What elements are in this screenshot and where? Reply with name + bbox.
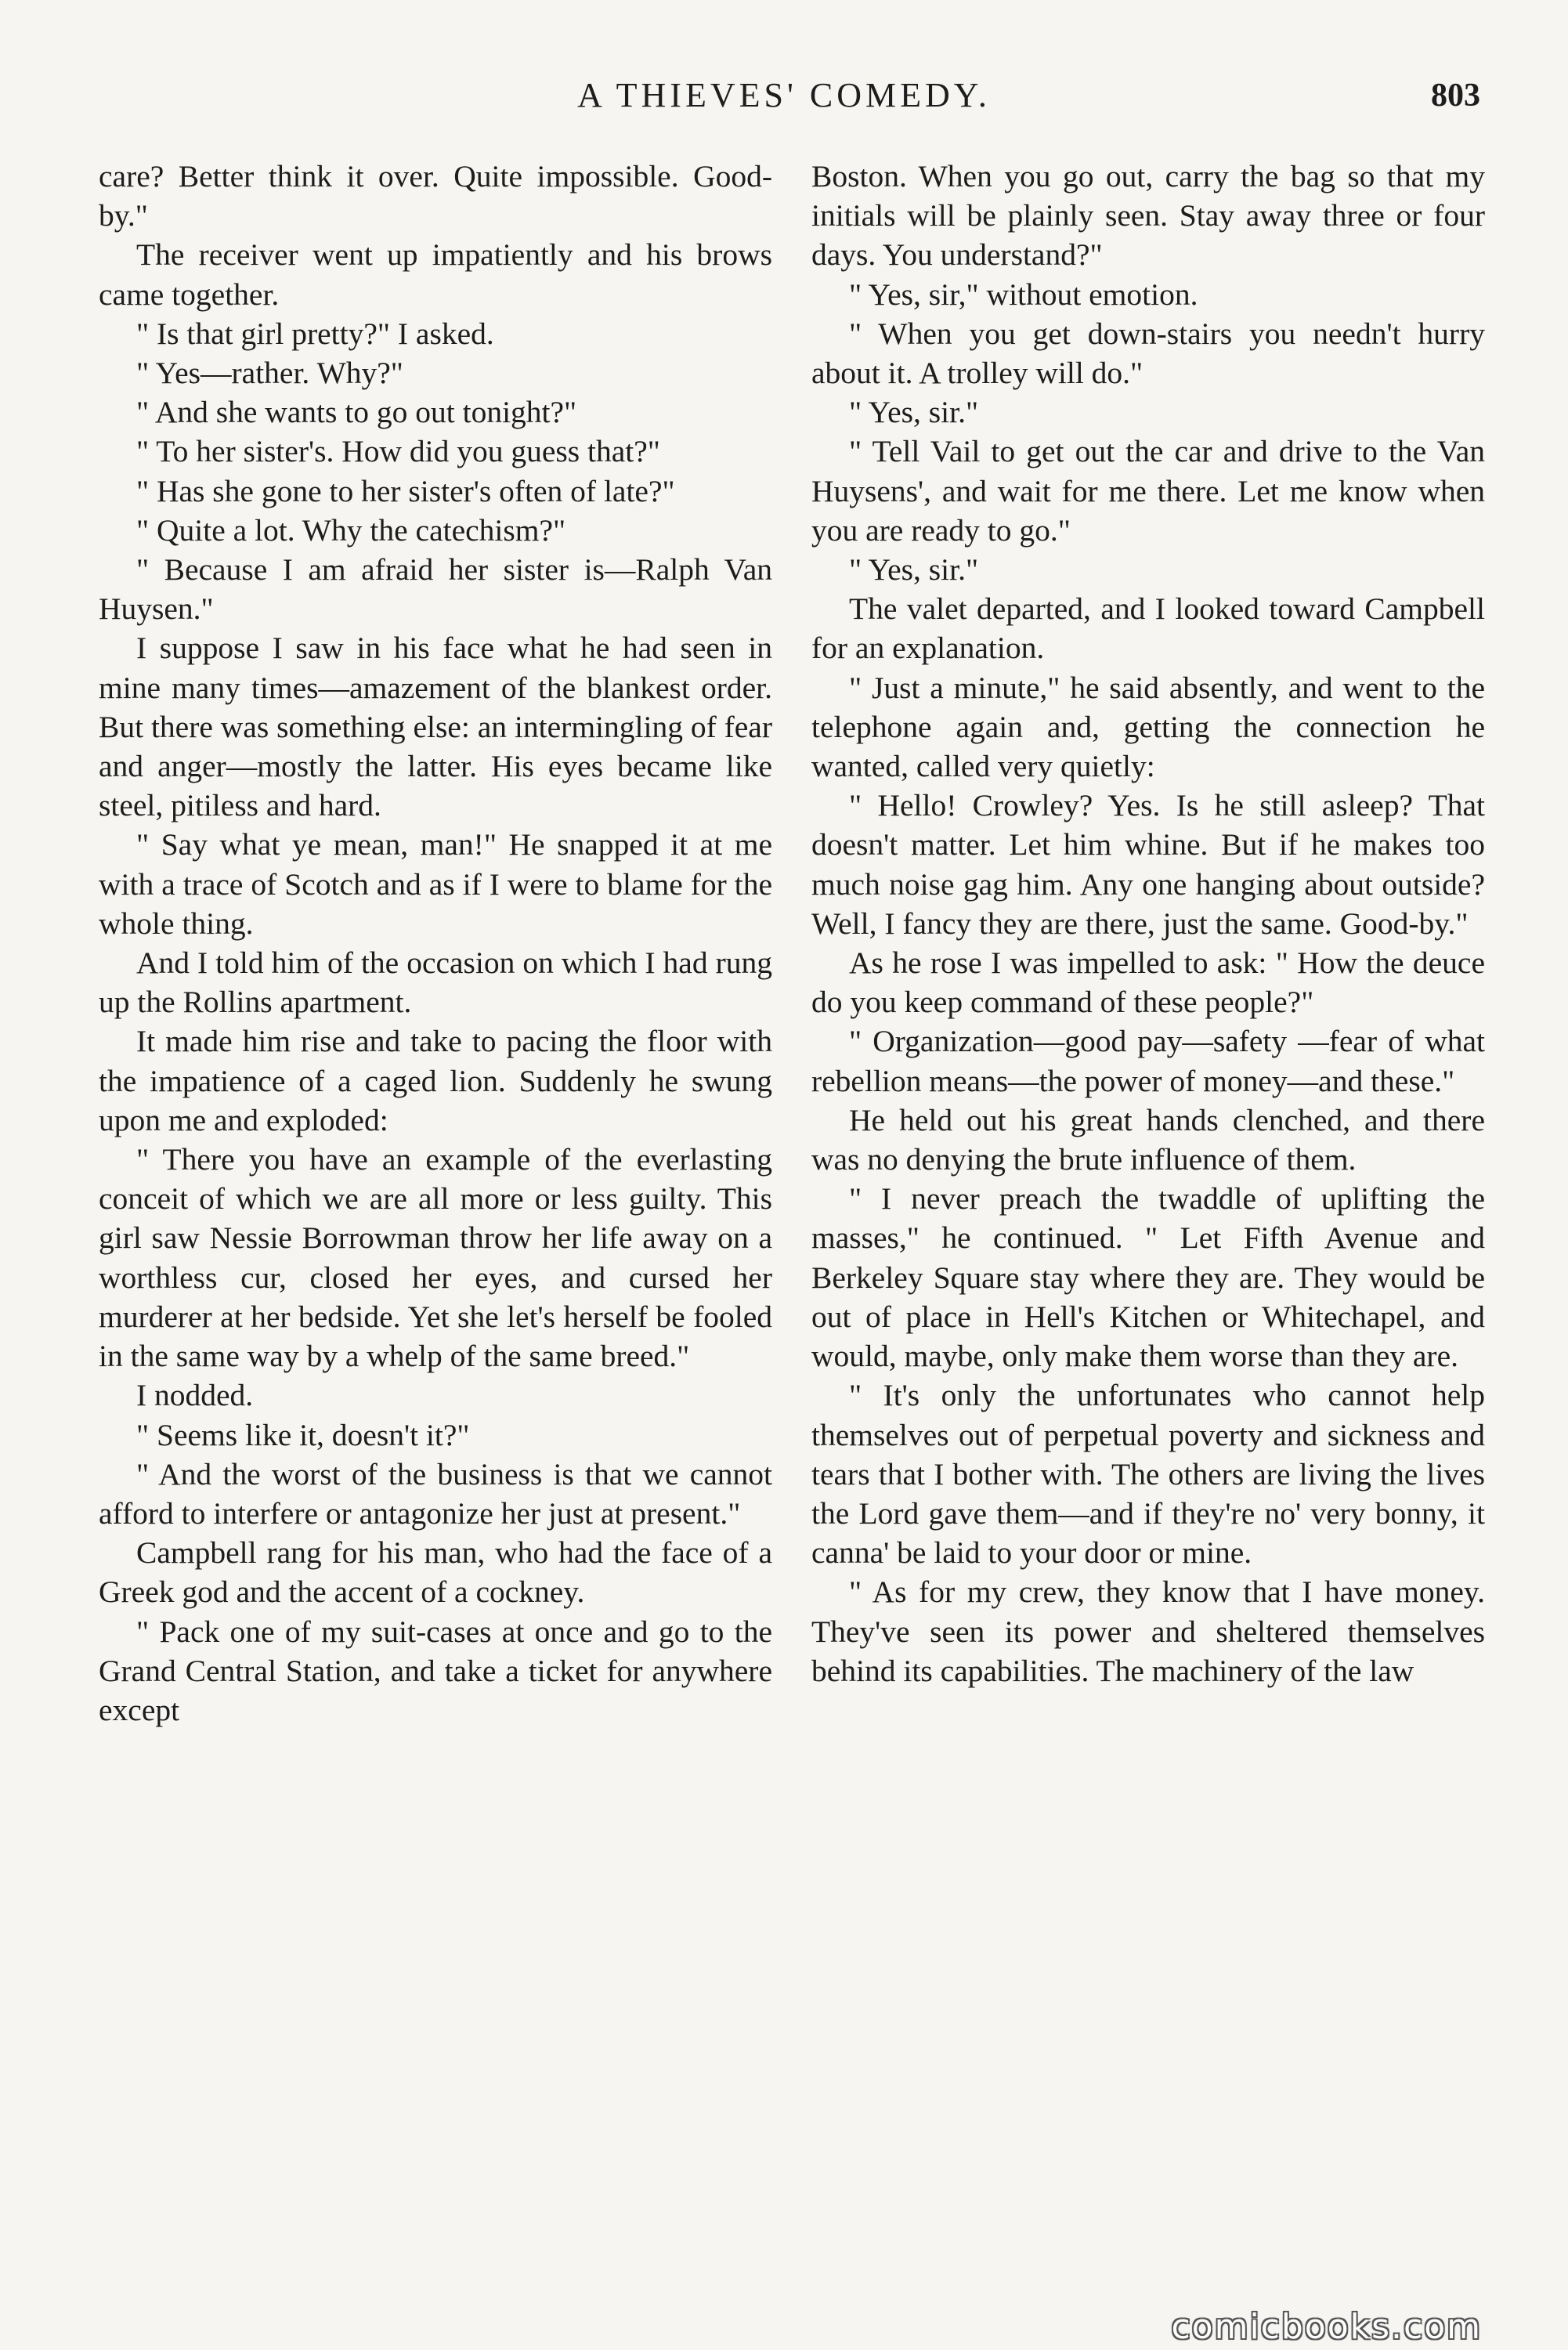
paragraph: " Is that girl pretty?" I asked. xyxy=(136,316,494,351)
paragraph: " Just a minute," he said absently, and went to the telephone again and, getting the connection he wanted, called very quietly: xyxy=(811,670,1485,784)
paragraph: And I told him of the occasion on which I had rung up the Rollins apartment. xyxy=(99,945,772,1020)
paragraph: " And the worst of the business is that we cannot afford to interfere or antagonize her just at present." xyxy=(99,1456,772,1531)
paragraph: Boston. When you go out, carry the bag so that my initials will be plainly seen. Stay away three or four days. You understand?" xyxy=(811,159,1485,273)
paragraph: Campbell rang for his man, who had the face of a Greek god and the accent of a cockney. xyxy=(99,1535,772,1610)
page-header xyxy=(0,72,1568,119)
paragraph: " When you get down-stairs you needn't hurry about it. A trolley will do." xyxy=(811,316,1485,391)
paragraph: " Say what ye mean, man!" He snapped it at me with a trace of Scotch and as if I were to blame for the whole thing. xyxy=(99,827,772,941)
paragraph: As he rose I was impelled to ask: " How the deuce do you keep command of these people?" xyxy=(811,945,1485,1020)
paragraph: " Pack one of my suit-cases at once and go to the Grand Central Station, and take a ticket for anywhere except xyxy=(99,1614,772,1727)
paragraph: " Tell Vail to get out the car and drive to the Van Huysens', and wait for me there. Let me know when you are ready to go." xyxy=(811,434,1485,548)
paragraph: " Yes, sir." xyxy=(849,552,979,588)
right-column xyxy=(811,157,1485,2272)
paragraph: " It's only the unfortunates who cannot help themselves out of perpetual poverty and sickness and tears that I bother with. The others are living the lives the Lord gave them—and if they're no' very bonny, it canna' be laid to your door or mine. xyxy=(811,1378,1485,1571)
paragraph: He held out his great hands clenched, and there was no denying the brute influence of them. xyxy=(811,1102,1485,1177)
left-column xyxy=(99,157,772,2272)
paragraph: care? Better think it over. Quite impossible. Good-by." xyxy=(99,159,772,233)
page-number: 803 xyxy=(1431,78,1480,114)
paragraph: " There you have an example of the everlasting conceit of which we are all more or less guilty. This girl saw Nessie Borrowman throw her life away on a worthless cur, closed her eyes, and cursed her murderer at her bedside. Yet she let's herself be fooled in the same way by a whelp of the same breed." xyxy=(99,1142,772,1374)
paragraph: " Organization—good pay—safety —fear of what rebellion means—the power of money—and these." xyxy=(811,1024,1485,1098)
watermark-text: comicbooks.com xyxy=(1171,2307,1482,2347)
paragraph: " And she wants to go out tonight?" xyxy=(136,395,577,430)
paragraph: " Quite a lot. Why the catechism?" xyxy=(136,512,566,548)
paragraph: " Yes—rather. Why?" xyxy=(136,356,403,391)
paragraph: I suppose I saw in his face what he had seen in mine many times—amazement of the blankest order. But there was something else: an intermingling of fear and anger—mostly the latter. His eyes became like steel, pitiless and hard. xyxy=(99,631,772,823)
paragraph: " To her sister's. How did you guess that?" xyxy=(136,434,660,469)
paragraph: The valet departed, and I looked toward Campbell for an explanation. xyxy=(811,591,1485,666)
paragraph: " I never preach the twaddle of uplifting the masses," he continued. " Let Fifth Avenue and Berkeley Square stay where they are. They would be out of place in Hell's Kitchen or Whitechapel, and would, maybe, only make them worse than they are. xyxy=(811,1181,1485,1374)
paragraph: " Because I am afraid her sister is—Ralph Van Huysen." xyxy=(99,552,772,627)
paragraph: " Seems like it, doesn't it?" xyxy=(136,1417,470,1452)
paragraph: " Yes, sir." xyxy=(849,395,979,430)
paragraph: " Yes, sir," without emotion. xyxy=(849,277,1198,312)
paragraph: " Hello! Crowley? Yes. Is he still asleep? That doesn't matter. Let him whine. But if he makes too much noise gag him. Any one hanging about outside? Well, I fancy they are there, just the same. Good-by." xyxy=(811,788,1485,941)
paragraph: " Has she gone to her sister's often of late?" xyxy=(136,473,675,508)
paragraph: The receiver went up impatiently and his brows came together. xyxy=(99,237,772,312)
paragraph: It made him rise and take to pacing the floor with the impatience of a caged lion. Suddenly he swung upon me and exploded: xyxy=(99,1024,772,1137)
running-title: A THIEVES' COMEDY. xyxy=(577,76,991,114)
paragraph: I nodded. xyxy=(136,1378,254,1413)
paragraph: " As for my crew, they know that I have money. They've seen its power and sheltered themselves behind its capabilities. The machinery of the law xyxy=(811,1574,1485,1688)
